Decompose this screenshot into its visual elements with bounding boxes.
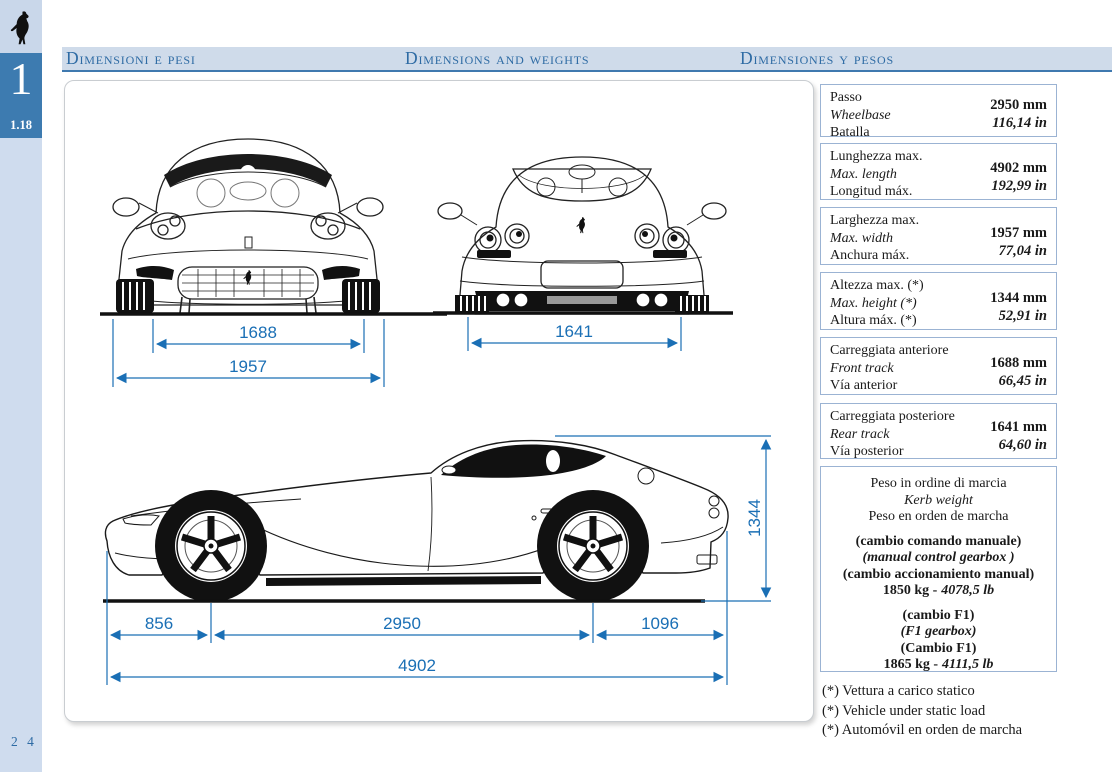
manual-weight-lb: 4078,5 lb [941,583,995,598]
spec-box-max-height [820,272,1057,330]
spec-value-mm: 1957 mm [990,225,1047,241]
rear-view-drawing [433,157,733,314]
spec-label-en: Max. length [830,166,897,182]
header-band [62,47,1112,72]
spec-label-it: Carreggiata anteriore [830,343,949,358]
spec-label-es: Altura máx. (*) [830,313,917,328]
front-wheel [155,490,267,602]
page-number: 2 4 [11,734,37,749]
prancing-horse-icon [10,10,33,46]
f1-gearbox-weight [821,657,1056,674]
spec-label-es: Longitud máx. [830,184,913,199]
footnote-es: (*) Automóvil en orden de marcha [822,722,1023,738]
f1-gearbox-it: (cambio F1) [902,607,975,623]
spec-box-rear-track [820,403,1057,459]
title-spanish: Dimensiones y pesos [740,48,894,68]
f1-gearbox-en: (F1 gearbox) [900,624,977,639]
spec-box-max-length [820,143,1057,200]
ferrari-logo-box [0,0,42,55]
spec-value-in: 64,60 in [998,436,1047,453]
section-number: 1.18 [10,118,32,132]
spec-value-in: 77,04 in [998,242,1047,259]
footnote-it: (*) Vettura a carico statico [822,683,975,699]
title-english: Dimensions and weights [405,48,590,68]
spec-value-in: 116,14 in [992,114,1047,131]
manual-gearbox-en: (manual control gearbox ) [862,550,1015,565]
manual-weight-kg: 1850 kg - [882,583,938,598]
manual-gearbox-es: (cambio accionamiento manual) [842,566,1035,582]
spec-value-mm: 1688 mm [990,355,1047,371]
kerb-weight-f1-group [821,608,1056,674]
spec-label-en: Front track [830,360,894,376]
title-italian: Dimensioni e pesi [66,48,196,68]
chapter-number: 1 [9,53,33,104]
spec-label-en: Wheelbase [830,107,891,123]
manual-gearbox-weight [821,583,1056,600]
f1-weight-lb: 4111,5 lb [942,657,994,672]
dimension-label-front-track: 1688 [239,323,277,342]
dimension-label-wheelbase: 2950 [383,614,421,633]
spec-label-en: Max. height (*) [830,295,917,311]
dimension-label-rear-overhang: 1096 [641,614,679,633]
spec-label-it: Altezza max. (*) [830,278,924,293]
footnotes [822,682,1022,741]
front-view-drawing [100,139,447,314]
kerb-weight-manual-group [821,534,1056,600]
f1-weight-kg: 1865 kg - [883,657,939,672]
footnote-en: (*) Vehicle under static load [822,702,986,719]
side-view-drawing [103,441,728,602]
f1-gearbox-es: (Cambio F1) [900,640,977,656]
spec-value-in: 52,91 in [998,307,1047,324]
spec-label-it: Larghezza max. [830,213,920,228]
dimension-label-front-width: 1957 [229,357,267,376]
car-dimensions-drawing [65,81,813,721]
spec-value-in: 192,99 in [991,177,1047,194]
spec-box-front-track [820,337,1057,395]
kerb-weight-box [820,466,1057,672]
spec-label-es: Vía anterior [830,378,898,393]
spec-label-it: Passo [830,90,862,105]
kerb-weight-title-en: Kerb weight [904,492,973,508]
dimension-label-rear-track: 1641 [555,322,593,341]
spec-box-wheelbase [820,84,1057,140]
kerb-weight-title-it: Peso in ordine di marcia [870,476,1007,491]
dimension-label-total-length: 4902 [398,656,436,675]
rear-wheel [537,490,649,602]
spec-label-it: Lunghezza max. [830,149,923,164]
spec-value-mm: 4902 mm [990,160,1047,176]
spec-label-it: Carreggiata posteriore [830,409,955,424]
chapter-tab [0,53,42,138]
diagram-panel [64,80,814,722]
spec-box-max-width [820,207,1057,265]
spec-value-mm: 1641 mm [990,419,1047,435]
spec-label-en: Rear track [830,426,890,442]
spec-label-en: Max. width [830,230,893,246]
spec-label-es: Batalla [830,125,870,140]
spec-label-es: Anchura máx. [830,248,910,263]
manual-gearbox-it: (cambio comando manuale) [855,533,1022,549]
spec-value-in: 66,45 in [998,372,1047,389]
kerb-weight-title-es: Peso en orden de marcha [868,509,1009,524]
spec-label-es: Vía posterior [830,444,904,459]
spec-value-mm: 2950 mm [990,97,1047,113]
dimension-label-height: 1344 [745,499,764,537]
dimension-label-front-overhang: 856 [144,614,174,633]
spec-value-mm: 1344 mm [990,290,1047,306]
